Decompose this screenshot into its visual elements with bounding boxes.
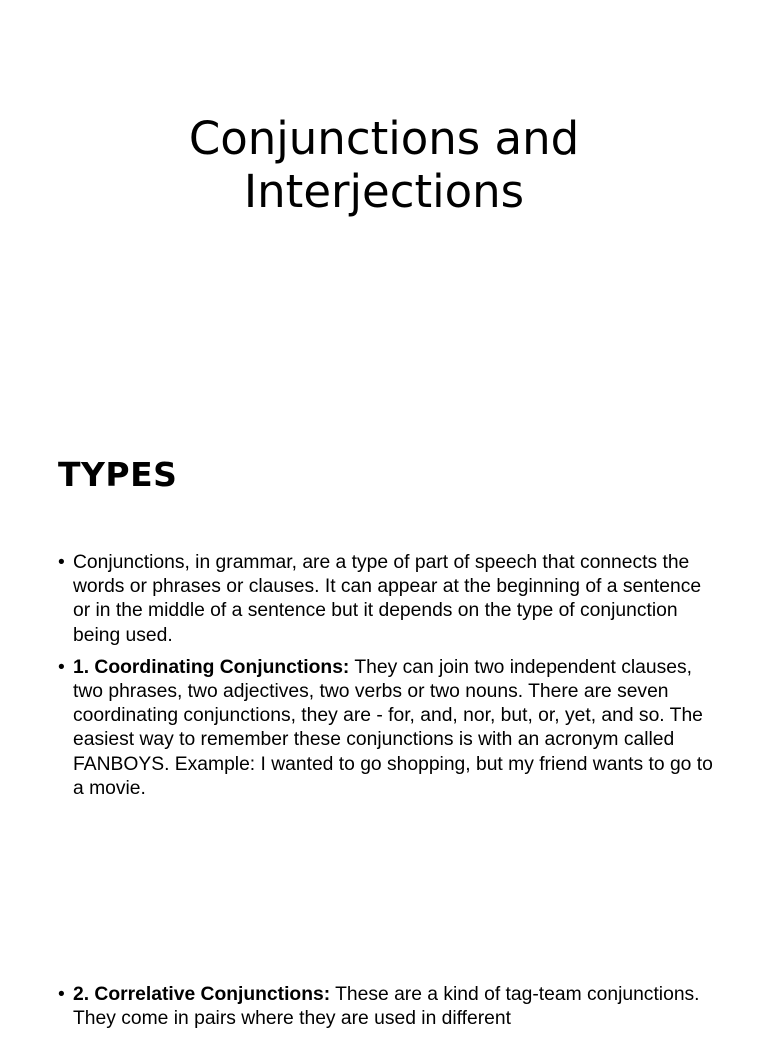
bullet-marker: •: [58, 984, 65, 1005]
slide-title: [0, 112, 768, 218]
bullet-item-correlative: [58, 983, 718, 1031]
slide-title-line-1: Conjunctions and: [188, 112, 580, 165]
bullet-text: They can join two independent clauses, two phrases, two adjectives, two verbs or two nouns. There are seven coordinating conjunctions, they are - for, and, nor, but, or, yet, and so. The easiest way to remember these conjunctions is with an acronym called FANBOYS. Example: I wanted to go shopping, but my friend wants to go to a movie.: [73, 656, 713, 799]
bullet-term: 2. Correlative Conjunctions:: [73, 984, 331, 1005]
section-heading: TYPES: [58, 455, 178, 494]
slide-title-line-2: Interjections: [243, 165, 525, 218]
bullet-term: 1. Coordinating Conjunctions:: [73, 656, 350, 678]
bullet-list: [58, 551, 718, 809]
bullet-item-definition: [58, 551, 718, 648]
bullet-text: Conjunctions, in grammar, are a type of part of speech that connects the words or phrases or clauses. It can appear at the beginning of a sentence or in the middle of a sentence but it depends on the type of conjunction being used.: [73, 552, 702, 646]
bullet-list-continued: [58, 983, 718, 1039]
bullet-item-coordinating: [58, 656, 718, 801]
bullet-text: These are a kind of tag-team conjunctions. They come in pairs where they are used in different: [73, 984, 700, 1030]
bullet-marker: •: [58, 656, 65, 678]
bullet-marker: •: [58, 552, 65, 573]
